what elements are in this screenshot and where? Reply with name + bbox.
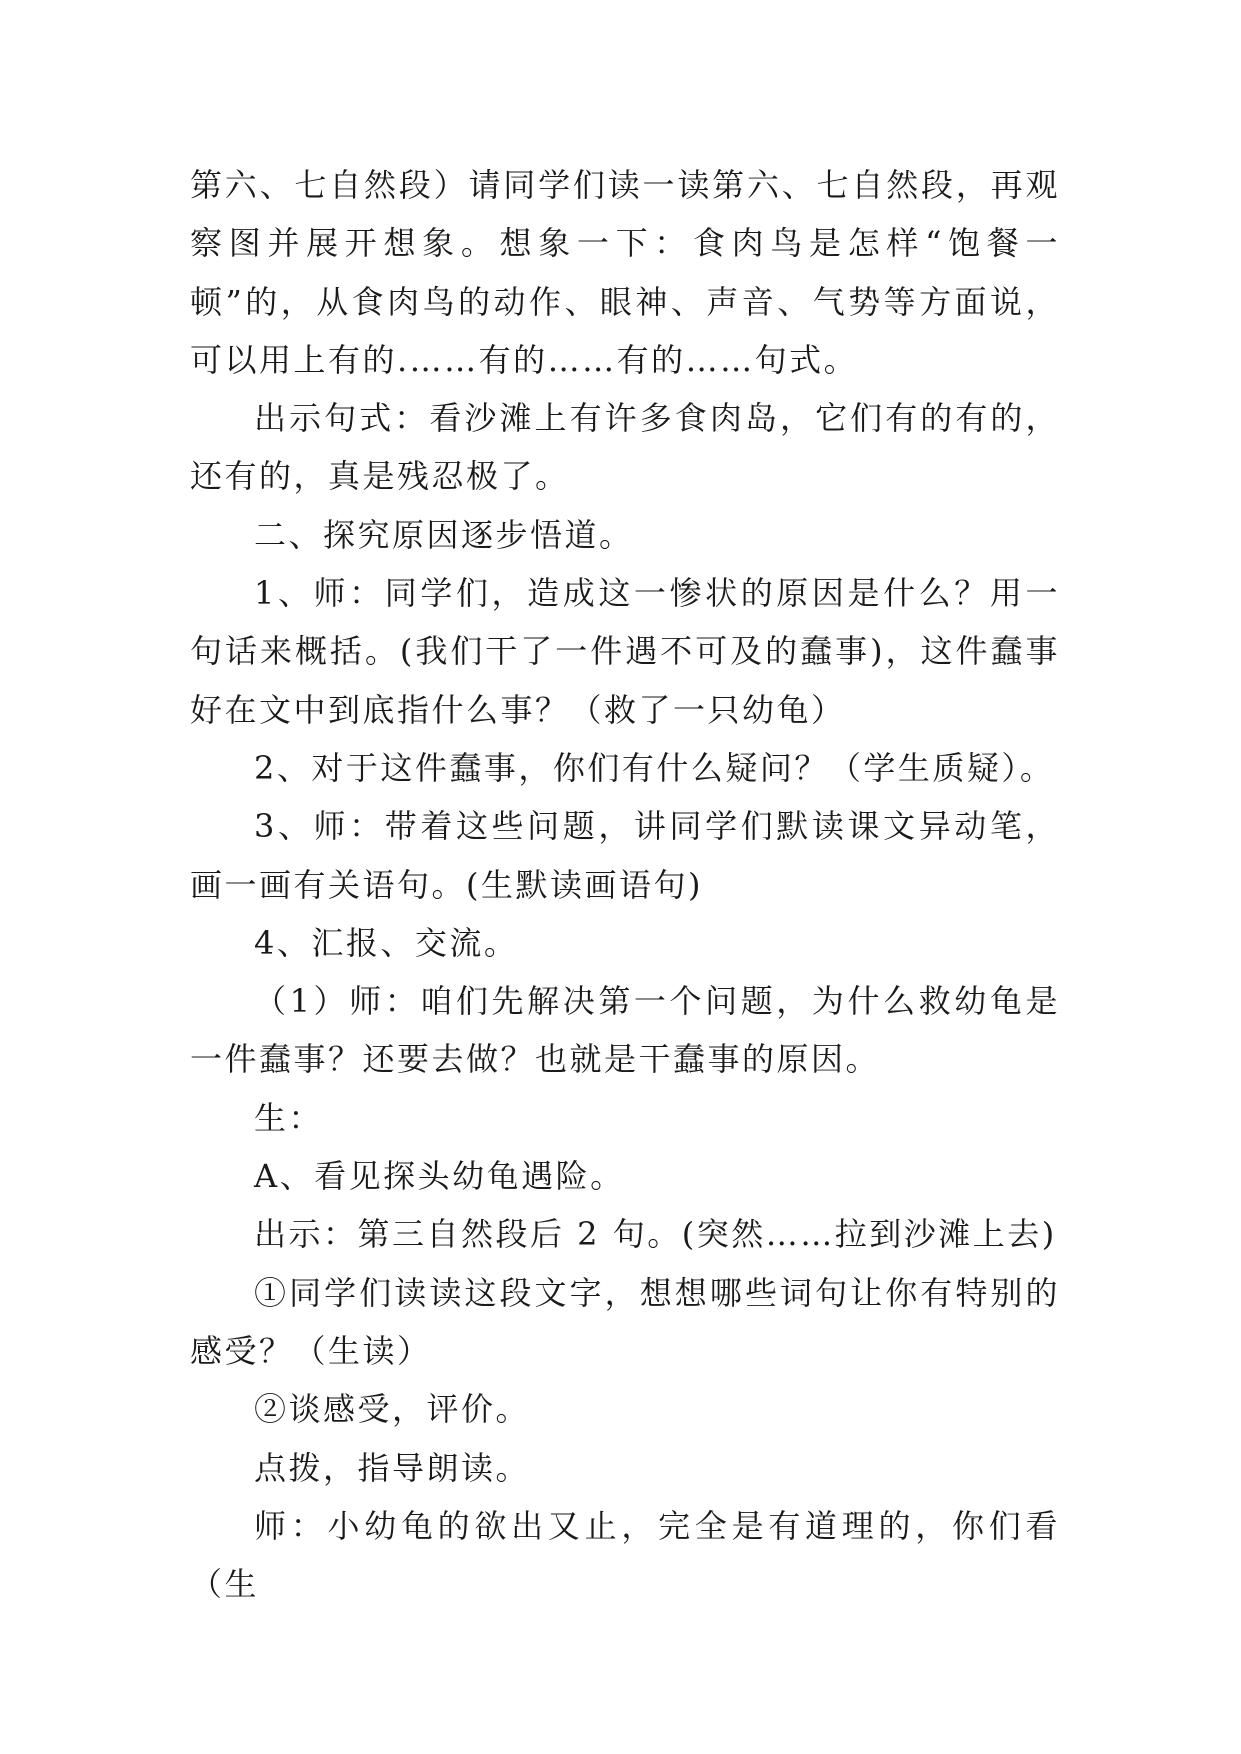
paragraph-5: 2、对于这件蠢事，你们有什么疑问？（学生质疑）。 [254,748,1055,787]
paragraph-4: 1、师：同学们，造成这一惨状的原因是什么？用一句话来概括。(我们干了一件遇不可及的蠢事)，这件蠢事好在文中到底指什么事？（救了一只幼龟） [190,574,1060,729]
paragraph-6: 3、师：带着这些问题，讲同学们默读课文异动笔，画一画有关语句。(生默读画语句) [190,807,1060,904]
paragraph-15: 师：小幼龟的欲出又止，完全是有道理的，你们看（生 [190,1506,1060,1604]
document-body [190,156,1060,1613]
paragraph-14: 点拨，指导朗读。 [254,1448,531,1487]
paragraph-10: A、看见探头幼龟遇险。 [254,1157,625,1196]
paragraph-12: ①同学们读读这段文字，想想哪些词句让你有特别的感受？（生读） [190,1273,1060,1370]
paragraph-7: 4、汇报、交流。 [254,923,519,962]
paragraph-9: 生： [254,1098,324,1137]
paragraph-8: （1）师：咱们先解决第一个问题，为什么救幼龟是一件蠢事？还要去做？也就是干蠢事的原因。 [190,982,1060,1079]
paragraph-3: 二、探究原因逐步悟道。 [254,515,634,554]
paragraph-11: 出示：第三自然段后 2 句。(突然……拉到沙滩上去) [254,1215,1057,1254]
paragraph-2: 出示句式：看沙滩上有许多食肉岛，它们有的有的，还有的，真是残忍极了。 [190,399,1060,496]
paragraph-1: 第六、七自然段）请同学们读一读第六、七自然段，再观察图并展开想象。想象一下：食肉鸟是怎样“饱餐一顿”的，从食肉鸟的动作、眼神、声音、气势等方面说，可以用上有的.……有的……有的……句式。 [190,166,1060,379]
paragraph-13: ②谈感受，评价。 [254,1390,531,1429]
